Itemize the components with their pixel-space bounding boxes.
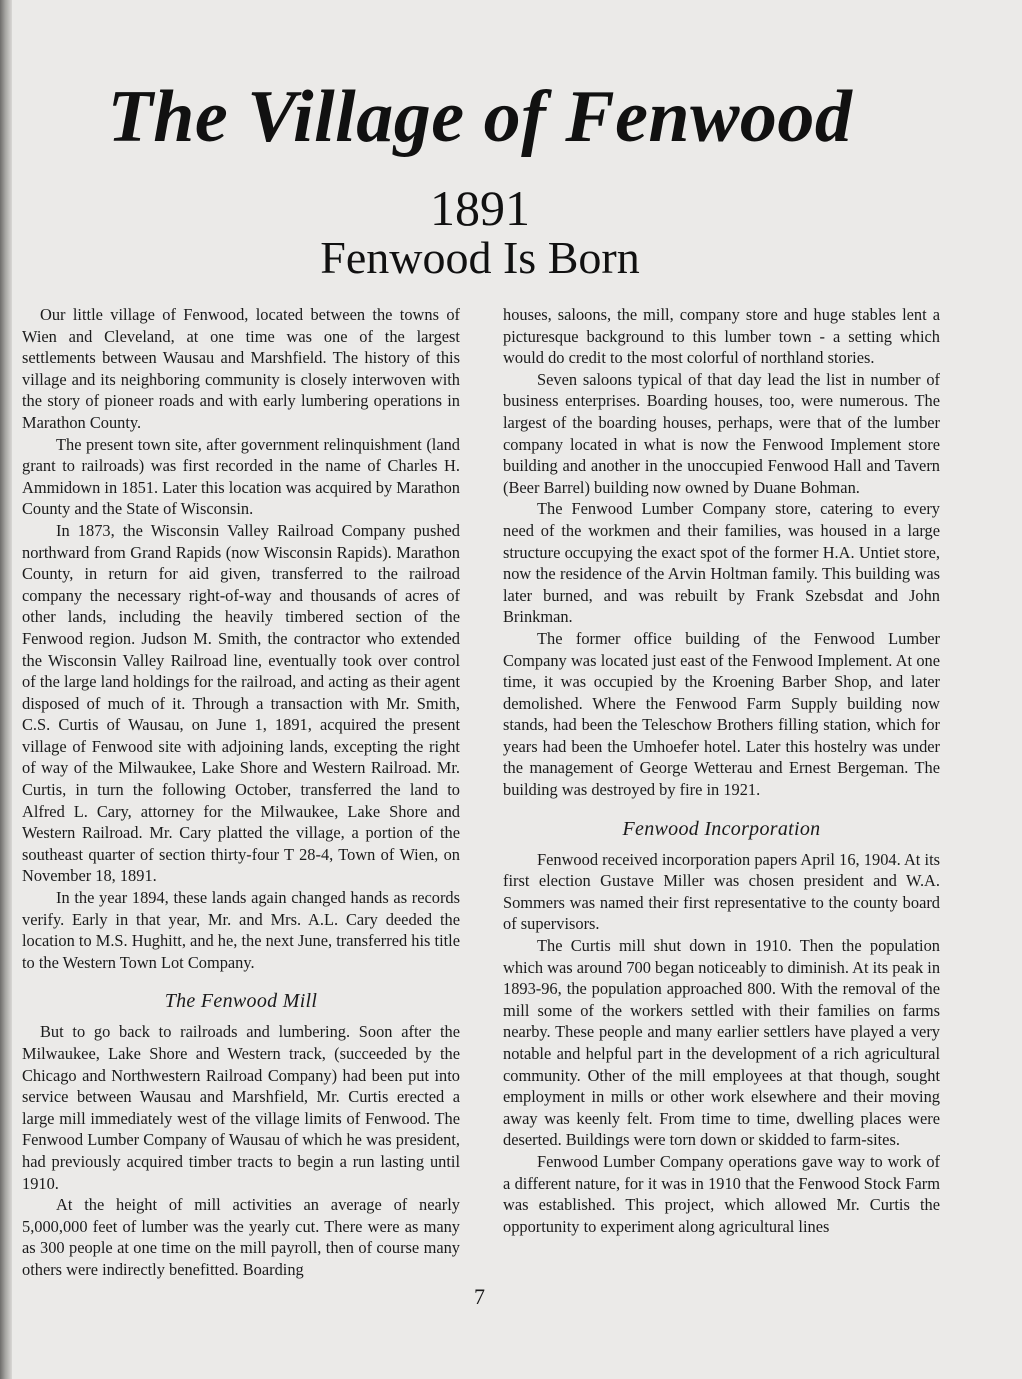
paragraph: At the height of mill activities an average of nearly 5,000,000 feet of lumber was the yearly cut. There were as many as 300 people at one time on the mill payroll, then of course many others were indirectly benefitted. Boarding [22, 1195, 460, 1279]
section-heading-mill: The Fenwood Mill [164, 990, 318, 1013]
paragraph: houses, saloons, the mill, company store and huge stables lent a picturesque background to this lumber town - a setting which would do credit to the most colorful of northland stories. [503, 305, 940, 368]
paragraph: Fenwood received incorporation papers April 16, 1904. At its first election Gustave Miller was chosen president and W.A. Sommers was named their first representative to the county board of supervisors. [503, 849, 940, 934]
section-year: 1891 [430, 180, 530, 236]
page-number: 7 [474, 1284, 485, 1309]
paragraph: But to go back to railroads and lumbering. Soon after the Milwaukee, Lake Shore and Western track, (succeeded by the Chicago and Northwestern Railroad Company) had been put into service between Wausau and Marshfield, Mr. Curtis erected a large mill immediately west of the village limits of Fenwood. The Fenwood Lumber Company of Wausau of which he was president, had previously acquired timber tracts to begin a run lasting until 1910. [22, 1022, 460, 1193]
paragraph: Fenwood Lumber Company operations gave way to work of a different nature, for it was in 1910 that the Fenwood Stock Farm was established. This project, which allowed Mr. Curtis the opportunity to experiment along agricultural lines [503, 1151, 940, 1236]
paragraph: The present town site, after government relinquishment (land grant to railroads) was first recorded in the name of Charles H. Ammidown in 1851. Later this location was acquired by Marathon County and the State of Wisconsin. [22, 434, 460, 519]
paragraph: Our little village of Fenwood, located between the towns of Wien and Cleveland, at one time was one of the largest settlements between Wausau and Marshfield. The history of this village and its neighboring community is closely interwoven with the story of pioneer roads and with early lumbering operations in Marathon County. [22, 305, 460, 432]
paragraph: Seven saloons typical of that day lead the list in number of business enterprises. Boarding houses, too, were numerous. The largest of the boarding houses, perhaps, were that of the lumber company located in what is now the Fenwood Implement store building and another in the unoccupied Fenwood Hall and Tavern (Beer Barrel) building now owned by Duane Bohman. [503, 369, 940, 497]
left-column [22, 304, 460, 1281]
page-title: The Village of Fenwood [107, 76, 853, 158]
section-heading-incorporation: Fenwood Incorporation [622, 817, 821, 840]
right-column [503, 304, 940, 1237]
paragraph: The Fenwood Lumber Company store, catering to every need of the workmen and their families, was housed in a large structure occupying the exact spot of the former H.A. Untiet store, now the residence of the Arvin Holtman family. This building was later burned, and was rebuilt by Frank Szebsdat and John Brinkman. [503, 499, 940, 627]
paragraph: The Curtis mill shut down in 1910. Then the population which was around 700 began noticeably to diminish. At its peak in 1893-96, the population approached 800. With the removal of the mill some of the workers settled with their families on farms nearby. These people and many earlier settlers have played a very notable and helpful part in the development of a rich agricultural community. Other of the mill employees at that though, sought employment in mills or other work elsewhere and their moving away was keenly felt. From time to time, dwelling places were deserted. Buildings were torn down or skidded to farm-sites. [503, 936, 941, 1150]
paragraph: The former office building of the Fenwood Lumber Company was located just east of the Fenwood Implement. At one time, it was occupied by the Kroening Barber Shop, and later demolished. Where the Fenwood Farm Supply building now stands, had been the Teleschow Brothers filling station, which for years had been the Umhoefer hotel. Later this hostelry was under the management of George Wetterau and Ernest Bergeman. The building was destroyed by fire in 1921. [503, 628, 940, 800]
paragraph: In 1873, the Wisconsin Valley Railroad Company pushed northward from Grand Rapids (now Wisconsin Rapids). Marathon County, in return for aid given, transferred to the railroad company the necessary right-of-way and thousands of acres of other lands, including the heavily timbered section of the Fenwood region. Judson M. Smith, the contractor who extended the Wisconsin Valley Railroad line, eventually took over control of the large land holdings for the railroad, and acting as their agent disposed of much of it. Through a transaction with Mr. Smith, C.S. Curtis of Wausau, on June 1, 1891, acquired the present village of Fenwood site with adjoining lands, excepting the right of way of the Milwaukee, Lake Shore and Western Railroad. Mr. Curtis, in turn the following October, transferred the land to Alfred L. Cary, attorney for the Milwaukee, Lake Shore and Western Railroad. Mr. Cary platted the village, a portion of the southeast quarter of section thirty-four T 28-4, Town of Wien, on November 18, 1891. [22, 520, 460, 886]
paragraph: In the year 1894, these lands again changed hands as records verify. Early in that year, Mr. and Mrs. A.L. Cary deeded the location to M.S. Hughitt, and he, the next June, transferred his title to the Western Town Lot Company. [22, 888, 460, 972]
section-subtitle: Fenwood Is Born [320, 232, 640, 283]
